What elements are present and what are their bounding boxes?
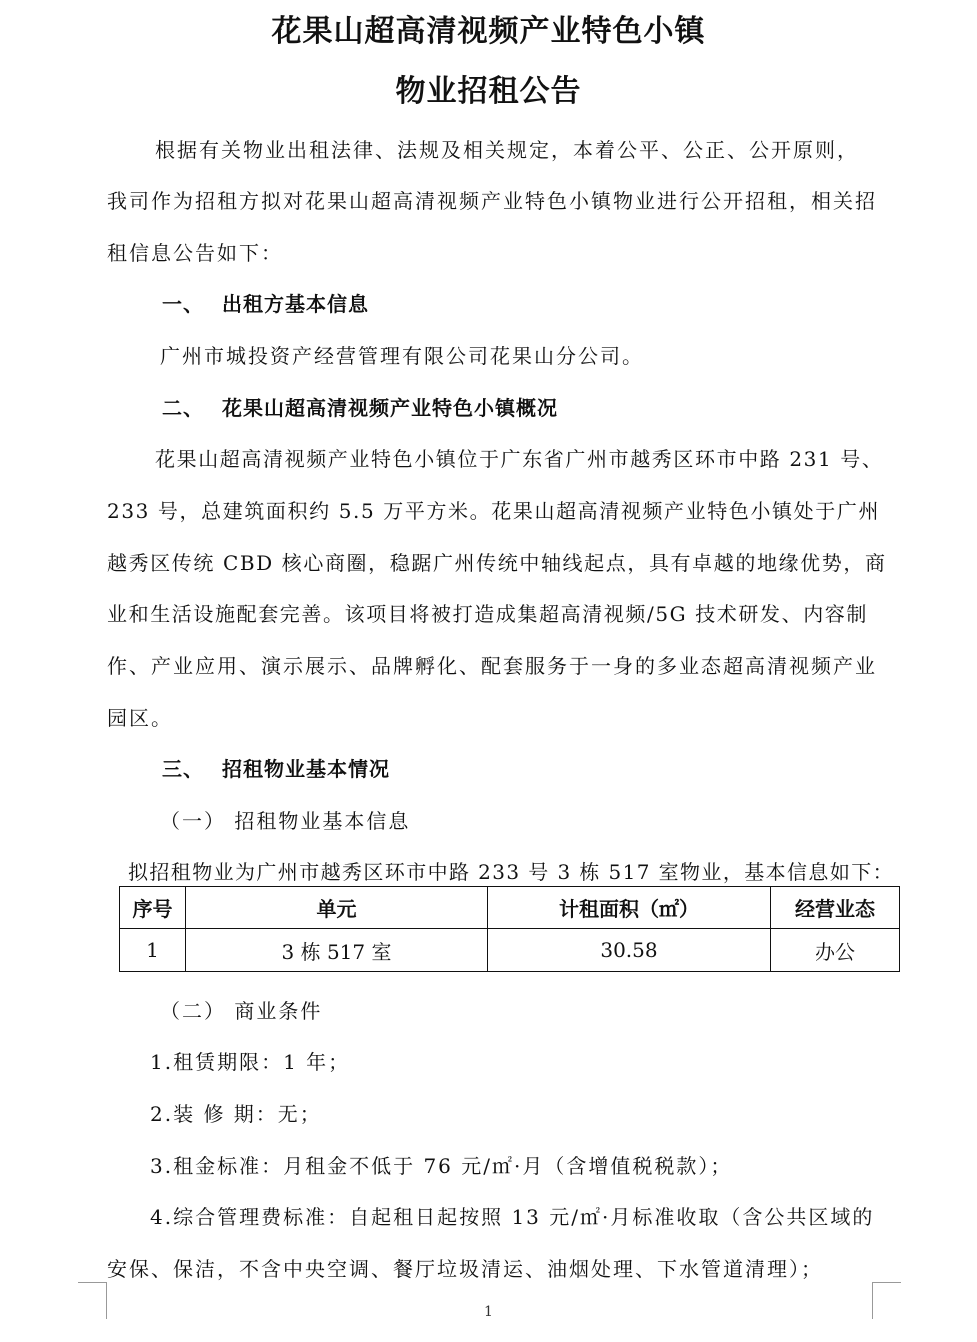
- subsection-1-heading: （一） 招租物业基本信息: [160, 809, 411, 833]
- header-business-type: 经营业态: [771, 887, 900, 929]
- lessor-name: 广州市城投资产经营管理有限公司花果山分公司。: [160, 344, 644, 368]
- property-table: [119, 886, 900, 972]
- property-intro: 拟招租物业为广州市越秀区环市中路 233 号 3 栋 517 室物业，基本信息如下：: [128, 860, 895, 884]
- cell-business-type: 办公: [771, 929, 900, 972]
- term-decoration-period: 2.装 修 期：无；: [150, 1102, 322, 1126]
- overview-line-1: 花果山超高清视频产业特色小镇位于广东省广州市越秀区环市中路 231 号、: [155, 447, 884, 471]
- cell-area: 30.58: [488, 929, 771, 972]
- section-2-title: 花果山超高清视频产业特色小镇概况: [222, 396, 558, 420]
- intro-line-3: 租信息公告如下：: [107, 241, 283, 265]
- header-serial: 序号: [120, 887, 186, 929]
- intro-line-1: 根据有关物业出租法律、法规及相关规定，本着公平、公正、公开原则，: [155, 138, 859, 162]
- section-1-heading: [162, 288, 369, 317]
- document-subtitle: 物业招租公告: [395, 74, 582, 109]
- overview-line-4: 业和生活设施配套完善。该项目将被打造成集超高清视频/5G 技术研发、内容制: [107, 602, 868, 626]
- term-management-fee-cont: 安保、保洁，不含中央空调、餐厅垃圾清运、油烟处理、下水管道清理）；: [107, 1257, 823, 1281]
- page-number: 1: [484, 1304, 493, 1320]
- section-1-title: 出租方基本信息: [222, 292, 369, 316]
- header-unit: 单元: [186, 887, 488, 929]
- cell-unit: 3 栋 517 室: [186, 929, 488, 972]
- table-row: [120, 929, 900, 972]
- section-2-heading: [162, 392, 558, 421]
- overview-line-3: 越秀区传统 CBD 核心商圈，稳踞广州传统中轴线起点，具有卓越的地缘优势，商: [107, 551, 887, 575]
- term-management-fee: 4.综合管理费标准：自起租日起按照 13 元/㎡·月标准收取（含公共区域的: [150, 1205, 875, 1229]
- section-3-heading: [162, 753, 390, 782]
- section-2-number: 二、: [162, 396, 204, 420]
- section-3-title: 招租物业基本情况: [222, 757, 390, 781]
- overview-line-6: 园区。: [107, 706, 173, 730]
- section-1-number: 一、: [162, 292, 204, 316]
- cell-serial: 1: [120, 929, 186, 972]
- term-rent-standard: 3.租金标准：月租金不低于 76 元/㎡·月（含增值税税款）；: [150, 1154, 733, 1178]
- overview-line-5: 作、产业应用、演示展示、品牌孵化、配套服务于一身的多业态超高清视频产业: [107, 654, 877, 678]
- header-area: 计租面积（㎡）: [488, 887, 771, 929]
- term-lease-period: 1.租赁期限：1 年；: [150, 1050, 351, 1074]
- table-header-row: [120, 887, 900, 929]
- section-3-number: 三、: [162, 757, 204, 781]
- document-title: 花果山超高清视频产业特色小镇: [271, 14, 706, 49]
- intro-line-2: 我司作为招租方拟对花果山超高清视频产业特色小镇物业进行公开招租，相关招: [107, 189, 877, 213]
- overview-line-2: 233 号，总建筑面积约 5.5 万平方米。花果山超高清视频产业特色小镇处于广州: [107, 499, 881, 523]
- subsection-2-heading: （二） 商业条件: [160, 999, 323, 1023]
